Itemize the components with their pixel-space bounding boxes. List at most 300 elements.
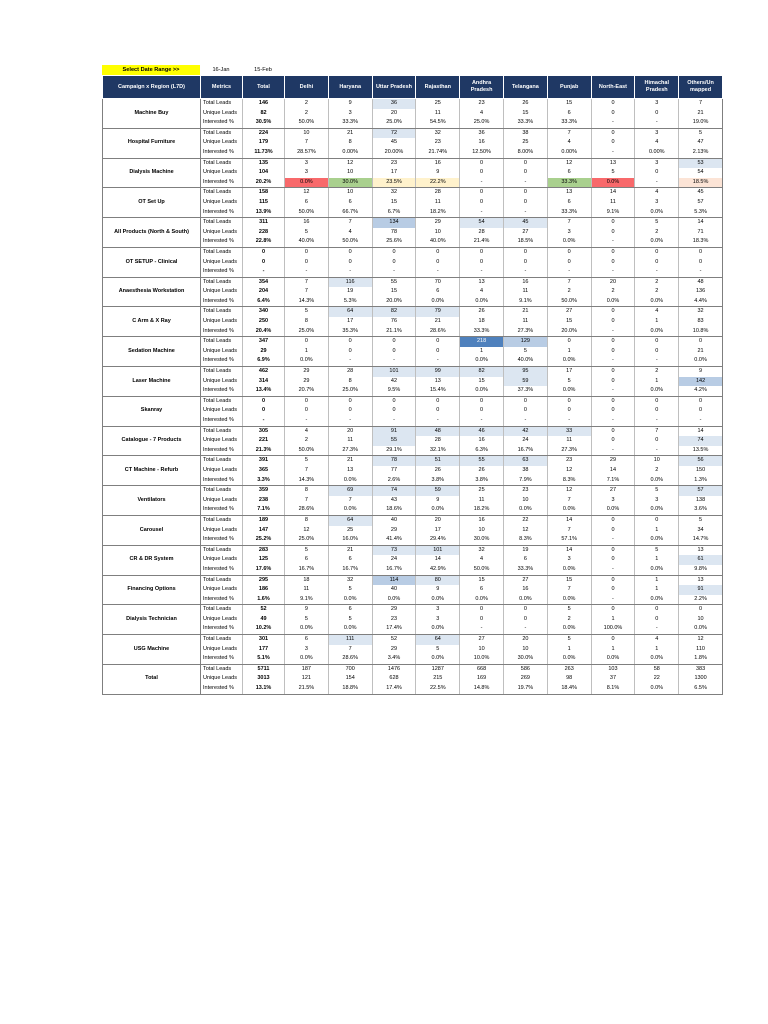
region-value-cell: 38 <box>503 466 547 476</box>
region-value-cell: 15 <box>372 198 416 208</box>
region-value-cell: 0 <box>503 605 547 615</box>
region-value-cell: 40.0% <box>416 237 460 247</box>
total-cell: 82 <box>243 109 285 119</box>
metric-label-cell: Total Leads <box>201 188 243 198</box>
region-value-cell: 0 <box>372 247 416 257</box>
region-value-cell: 6 <box>547 198 591 208</box>
region-value-cell: 187 <box>285 664 329 674</box>
region-value-cell: 15 <box>460 575 504 585</box>
metric-label-cell: Unique Leads <box>201 168 243 178</box>
total-cell: 238 <box>243 496 285 506</box>
region-value-cell: 29 <box>285 367 329 377</box>
region-value-cell: 17 <box>547 367 591 377</box>
region-value-cell: 0.0% <box>635 505 679 515</box>
region-value-cell: 0 <box>591 515 635 525</box>
region-value-cell: 27.3% <box>328 446 372 456</box>
region-value-cell: 150 <box>679 466 723 476</box>
region-value-cell: 23 <box>547 456 591 466</box>
region-value-cell: 27.3% <box>547 446 591 456</box>
region-value-cell: 82 <box>372 307 416 317</box>
region-value-cell: 10 <box>416 228 460 238</box>
region-value-cell: 0 <box>591 258 635 268</box>
region-value-cell: - <box>503 208 547 218</box>
metric-label-cell: Interested % <box>201 148 243 158</box>
region-value-cell: - <box>591 446 635 456</box>
region-value-cell: 5 <box>328 615 372 625</box>
region-value-cell: 32 <box>460 545 504 555</box>
region-value-cell: 17.4% <box>372 684 416 694</box>
region-value-cell: 0 <box>547 258 591 268</box>
metric-label-cell: Total Leads <box>201 128 243 138</box>
total-cell: 0 <box>243 406 285 416</box>
table-row <box>103 396 723 406</box>
region-value-cell: 101 <box>416 545 460 555</box>
region-value-cell: 2.6% <box>372 476 416 486</box>
metric-label-cell: Unique Leads <box>201 347 243 357</box>
region-value-cell: 12 <box>328 158 372 168</box>
region-value-cell: 5.3% <box>679 208 723 218</box>
region-value-cell: 0 <box>591 526 635 536</box>
campaign-name-cell: Dialysis Machine <box>103 158 201 188</box>
region-value-cell: 14 <box>416 555 460 565</box>
region-value-cell: 121 <box>285 674 329 684</box>
region-value-cell: 0.0% <box>635 208 679 218</box>
region-value-cell: 0.0% <box>416 505 460 515</box>
region-value-cell: 6 <box>547 168 591 178</box>
region-value-cell: 25 <box>416 99 460 109</box>
region-value-cell: 20 <box>591 277 635 287</box>
region-value-cell: - <box>635 446 679 456</box>
total-cell: 311 <box>243 218 285 228</box>
region-value-cell: 11 <box>503 317 547 327</box>
metric-label-cell: Unique Leads <box>201 377 243 387</box>
region-value-cell: 7 <box>328 645 372 655</box>
region-value-cell: 25 <box>503 138 547 148</box>
metric-label-cell: Interested % <box>201 684 243 694</box>
region-value-cell: 2 <box>285 99 329 109</box>
region-value-cell: 42.9% <box>416 565 460 575</box>
region-value-cell: 76 <box>372 317 416 327</box>
region-value-cell: 0 <box>503 615 547 625</box>
region-value-cell: 14 <box>679 218 723 228</box>
total-cell: 125 <box>243 555 285 565</box>
region-value-cell: 0.0% <box>547 386 591 396</box>
region-value-cell: 74 <box>372 486 416 496</box>
region-value-cell: 33.3% <box>547 118 591 128</box>
campaign-name-cell: Catalogue - 7 Products <box>103 426 201 456</box>
region-value-cell: 9.1% <box>285 595 329 605</box>
region-value-cell: 6 <box>460 585 504 595</box>
region-value-cell: 21 <box>503 307 547 317</box>
region-value-cell: 169 <box>460 674 504 684</box>
region-value-cell: 0 <box>591 367 635 377</box>
region-value-cell: 1 <box>547 645 591 655</box>
region-value-cell: 28 <box>460 228 504 238</box>
region-value-cell: 700 <box>328 664 372 674</box>
region-value-cell: 9 <box>679 367 723 377</box>
region-value-cell: 3 <box>635 128 679 138</box>
region-value-cell: 4 <box>460 555 504 565</box>
region-value-cell: 0.0% <box>328 476 372 486</box>
region-value-cell: 0.0% <box>460 356 504 366</box>
region-value-cell: 78 <box>372 228 416 238</box>
region-value-cell: - <box>591 267 635 277</box>
region-value-cell: 28.6% <box>416 327 460 337</box>
metric-label-cell: Total Leads <box>201 545 243 555</box>
region-value-cell: 20 <box>416 515 460 525</box>
region-value-cell: 0 <box>460 258 504 268</box>
region-value-cell: 15 <box>503 109 547 119</box>
metric-label-cell: Unique Leads <box>201 466 243 476</box>
region-value-cell: 7 <box>547 128 591 138</box>
region-value-cell: 20 <box>328 426 372 436</box>
metric-label-cell: Interested % <box>201 476 243 486</box>
region-value-cell: 14.3% <box>285 297 329 307</box>
region-value-cell: 27 <box>460 635 504 645</box>
region-value-cell: 64 <box>328 515 372 525</box>
region-value-cell: 5 <box>679 515 723 525</box>
region-value-cell: 4 <box>635 188 679 198</box>
region-value-cell: 17 <box>372 168 416 178</box>
region-value-cell: 33.3% <box>503 118 547 128</box>
region-value-cell: 0.0% <box>635 535 679 545</box>
date-range-end[interactable]: 15-Feb <box>254 67 272 73</box>
region-value-cell: 80 <box>416 575 460 585</box>
region-value-cell: 16.7% <box>285 565 329 575</box>
region-value-cell: 58 <box>635 664 679 674</box>
region-value-cell: 15 <box>372 287 416 297</box>
region-value-cell: 78 <box>372 456 416 466</box>
region-value-cell: 4.4% <box>679 297 723 307</box>
table-row <box>103 575 723 585</box>
region-value-cell: 16 <box>503 585 547 595</box>
region-value-cell: 18 <box>285 575 329 585</box>
total-cell: 30.5% <box>243 118 285 128</box>
region-value-cell: 8.3% <box>547 476 591 486</box>
date-range-start[interactable]: 16-Jan <box>212 67 230 73</box>
region-value-cell: 116 <box>328 277 372 287</box>
region-value-cell: 0 <box>416 247 460 257</box>
total-cell: 224 <box>243 128 285 138</box>
region-value-cell: 64 <box>416 635 460 645</box>
region-value-cell: 40.0% <box>285 237 329 247</box>
region-value-cell: 91 <box>372 426 416 436</box>
region-value-cell: 0 <box>328 406 372 416</box>
metric-label-cell: Total Leads <box>201 277 243 287</box>
metric-label-cell: Unique Leads <box>201 406 243 416</box>
region-value-cell: 50.0% <box>285 208 329 218</box>
region-value-cell: 45 <box>679 188 723 198</box>
region-value-cell: 5 <box>547 605 591 615</box>
region-value-cell: 1300 <box>679 674 723 684</box>
date-range-selector[interactable]: Select Date Range >> <box>102 65 200 75</box>
region-value-cell: 20.0% <box>372 297 416 307</box>
region-value-cell: 28.6% <box>285 505 329 515</box>
total-cell: 301 <box>243 635 285 645</box>
metric-label-cell: Total Leads <box>201 367 243 377</box>
total-cell: 221 <box>243 436 285 446</box>
region-value-cell: 0 <box>679 605 723 615</box>
region-value-cell: 5 <box>328 585 372 595</box>
region-value-cell: 5 <box>635 545 679 555</box>
region-value-cell: 0 <box>591 317 635 327</box>
total-cell: 305 <box>243 426 285 436</box>
table-row <box>103 277 723 287</box>
region-value-cell: 3.8% <box>416 476 460 486</box>
metric-label-cell: Unique Leads <box>201 555 243 565</box>
region-value-cell: 0.0% <box>547 565 591 575</box>
region-value-cell: 12 <box>547 486 591 496</box>
region-value-cell: 15 <box>547 99 591 109</box>
region-value-cell: 25.0% <box>328 386 372 396</box>
region-value-cell: 17 <box>328 317 372 327</box>
region-value-cell: 0 <box>591 575 635 585</box>
region-value-cell: 50.0% <box>547 297 591 307</box>
metric-label-cell: Total Leads <box>201 426 243 436</box>
region-value-cell: 69 <box>328 486 372 496</box>
region-value-cell: 9.5% <box>372 386 416 396</box>
region-value-cell: 7 <box>328 496 372 506</box>
region-value-cell: 10 <box>328 168 372 178</box>
region-value-cell: 6 <box>503 555 547 565</box>
region-value-cell: 586 <box>503 664 547 674</box>
region-value-cell: 27 <box>503 228 547 238</box>
region-value-cell: 10 <box>460 645 504 655</box>
region-value-cell: 27.3% <box>503 327 547 337</box>
region-value-cell: 0.0% <box>635 386 679 396</box>
header-haryana: Haryana <box>328 76 372 99</box>
region-value-cell: 6 <box>285 198 329 208</box>
report-sheet <box>102 65 722 695</box>
total-cell: 179 <box>243 138 285 148</box>
total-cell: 49 <box>243 615 285 625</box>
region-value-cell: 42 <box>503 426 547 436</box>
region-value-cell: 23 <box>372 158 416 168</box>
region-value-cell: 32 <box>679 307 723 317</box>
region-value-cell: 0.0% <box>635 565 679 575</box>
region-value-cell: 1.3% <box>679 476 723 486</box>
region-value-cell: 5 <box>416 645 460 655</box>
region-value-cell: 3 <box>547 555 591 565</box>
region-value-cell: 18.6% <box>372 505 416 515</box>
total-cell: 29 <box>243 347 285 357</box>
region-value-cell: 98 <box>547 674 591 684</box>
total-cell: 189 <box>243 515 285 525</box>
region-value-cell: 0 <box>416 406 460 416</box>
region-value-cell: 6 <box>416 287 460 297</box>
region-value-cell: 0 <box>591 228 635 238</box>
campaign-name-cell: Sedation Machine <box>103 337 201 367</box>
campaign-name-cell: Hospital Furniture <box>103 128 201 158</box>
region-value-cell: 4 <box>460 287 504 297</box>
region-value-cell: 10.0% <box>460 654 504 664</box>
total-cell: 295 <box>243 575 285 585</box>
region-value-cell: 0.0% <box>328 595 372 605</box>
region-value-cell: 0 <box>460 615 504 625</box>
region-value-cell: 15.4% <box>416 386 460 396</box>
total-cell: - <box>243 267 285 277</box>
total-cell: 228 <box>243 228 285 238</box>
region-value-cell: 16 <box>460 138 504 148</box>
total-cell: 314 <box>243 377 285 387</box>
header-total: Total <box>243 76 285 99</box>
region-value-cell: 17.4% <box>372 624 416 634</box>
region-value-cell: 0 <box>635 615 679 625</box>
region-value-cell: 0 <box>591 128 635 138</box>
region-value-cell: 10 <box>503 645 547 655</box>
region-value-cell: 4.2% <box>679 386 723 396</box>
metric-label-cell: Unique Leads <box>201 317 243 327</box>
region-value-cell: 12 <box>285 526 329 536</box>
campaign-name-cell: CR & DR System <box>103 545 201 575</box>
region-value-cell: 269 <box>503 674 547 684</box>
region-value-cell: 0.0% <box>503 505 547 515</box>
region-value-cell: - <box>416 356 460 366</box>
region-value-cell: 25.0% <box>460 118 504 128</box>
region-value-cell: 2 <box>285 109 329 119</box>
region-value-cell: 37 <box>591 674 635 684</box>
table-body <box>103 99 723 695</box>
region-value-cell: 18.5% <box>679 178 723 188</box>
total-cell: 0 <box>243 258 285 268</box>
region-value-cell: 28.6% <box>328 654 372 664</box>
table-row <box>103 456 723 466</box>
region-value-cell: 3 <box>591 496 635 506</box>
region-value-cell: - <box>635 356 679 366</box>
region-value-cell: - <box>547 267 591 277</box>
region-value-cell: 14 <box>591 188 635 198</box>
metric-label-cell: Interested % <box>201 208 243 218</box>
campaign-name-cell: Skanray <box>103 396 201 426</box>
region-value-cell: 10 <box>328 188 372 198</box>
region-value-cell: 27 <box>503 575 547 585</box>
region-value-cell: 1 <box>635 585 679 595</box>
region-value-cell: 3 <box>285 645 329 655</box>
region-value-cell: 21.5% <box>285 684 329 694</box>
region-value-cell: 6 <box>328 555 372 565</box>
metric-label-cell: Interested % <box>201 446 243 456</box>
total-cell: 347 <box>243 337 285 347</box>
total-cell: 186 <box>243 585 285 595</box>
region-value-cell: 4 <box>285 426 329 436</box>
region-value-cell: 48 <box>416 426 460 436</box>
region-value-cell: 0 <box>591 337 635 347</box>
region-value-cell: 668 <box>460 664 504 674</box>
table-row <box>103 426 723 436</box>
region-value-cell: 7 <box>285 496 329 506</box>
region-value-cell: 0 <box>547 247 591 257</box>
region-value-cell: 10 <box>635 456 679 466</box>
region-value-cell: 25.0% <box>285 327 329 337</box>
region-value-cell: 7 <box>285 287 329 297</box>
region-value-cell: 7 <box>547 526 591 536</box>
region-value-cell: 0 <box>503 158 547 168</box>
region-value-cell: 0 <box>591 545 635 555</box>
region-value-cell: 1287 <box>416 664 460 674</box>
region-value-cell: 0 <box>591 605 635 615</box>
campaign-name-cell: Total <box>103 664 201 694</box>
region-value-cell: 63 <box>503 456 547 466</box>
region-value-cell: 82 <box>460 367 504 377</box>
region-value-cell: 2 <box>547 615 591 625</box>
region-value-cell: 13 <box>416 377 460 387</box>
region-value-cell: 0 <box>547 406 591 416</box>
region-value-cell: 3 <box>547 228 591 238</box>
table-row <box>103 605 723 615</box>
region-value-cell: 0 <box>285 396 329 406</box>
region-value-cell: 1 <box>460 347 504 357</box>
region-value-cell: 0 <box>591 347 635 357</box>
region-value-cell: 0 <box>460 247 504 257</box>
region-value-cell: 138 <box>679 496 723 506</box>
region-value-cell: 38 <box>503 128 547 138</box>
region-value-cell: 6 <box>328 605 372 615</box>
region-value-cell: 99 <box>416 367 460 377</box>
region-value-cell: 33.3% <box>328 118 372 128</box>
region-value-cell: 7 <box>679 99 723 109</box>
metric-label-cell: Total Leads <box>201 247 243 257</box>
region-value-cell: 0 <box>503 247 547 257</box>
region-value-cell: 0.0% <box>547 237 591 247</box>
total-cell: 340 <box>243 307 285 317</box>
region-value-cell: 5 <box>285 615 329 625</box>
region-value-cell: 9 <box>416 496 460 506</box>
region-value-cell: 91 <box>679 585 723 595</box>
region-value-cell: 33.3% <box>547 178 591 188</box>
region-value-cell: 1 <box>591 645 635 655</box>
region-value-cell: 0.0% <box>503 595 547 605</box>
region-value-cell: 28.57% <box>285 148 329 158</box>
region-value-cell: 0.0% <box>285 356 329 366</box>
region-value-cell: 29 <box>372 645 416 655</box>
region-value-cell: 25 <box>460 486 504 496</box>
metric-label-cell: Unique Leads <box>201 228 243 238</box>
region-value-cell: 3 <box>285 158 329 168</box>
region-value-cell: 59 <box>416 486 460 496</box>
region-value-cell: 0.0% <box>635 684 679 694</box>
metric-label-cell: Total Leads <box>201 664 243 674</box>
region-value-cell: 0 <box>416 396 460 406</box>
region-value-cell: 9 <box>285 605 329 615</box>
region-value-cell: 5 <box>285 456 329 466</box>
region-value-cell: 0 <box>460 605 504 615</box>
region-value-cell: 0.0% <box>591 297 635 307</box>
region-value-cell: - <box>460 178 504 188</box>
region-value-cell: 36 <box>372 99 416 109</box>
region-value-cell: 19.7% <box>503 684 547 694</box>
region-value-cell: 20 <box>503 635 547 645</box>
region-value-cell: 263 <box>547 664 591 674</box>
metric-label-cell: Total Leads <box>201 486 243 496</box>
region-value-cell: 11 <box>416 198 460 208</box>
metric-label-cell: Total Leads <box>201 456 243 466</box>
total-cell: 250 <box>243 317 285 327</box>
region-value-cell: - <box>635 178 679 188</box>
region-value-cell: 0 <box>591 406 635 416</box>
region-value-cell: 8.00% <box>503 148 547 158</box>
region-value-cell: 26 <box>416 466 460 476</box>
region-value-cell: 8 <box>285 486 329 496</box>
table-row <box>103 307 723 317</box>
metric-label-cell: Interested % <box>201 595 243 605</box>
region-value-cell: 0 <box>591 218 635 228</box>
region-value-cell: 23 <box>460 99 504 109</box>
region-value-cell: 0 <box>591 555 635 565</box>
metric-label-cell: Unique Leads <box>201 615 243 625</box>
region-value-cell: 22 <box>503 515 547 525</box>
region-value-cell: 5 <box>635 218 679 228</box>
metric-label-cell: Unique Leads <box>201 526 243 536</box>
